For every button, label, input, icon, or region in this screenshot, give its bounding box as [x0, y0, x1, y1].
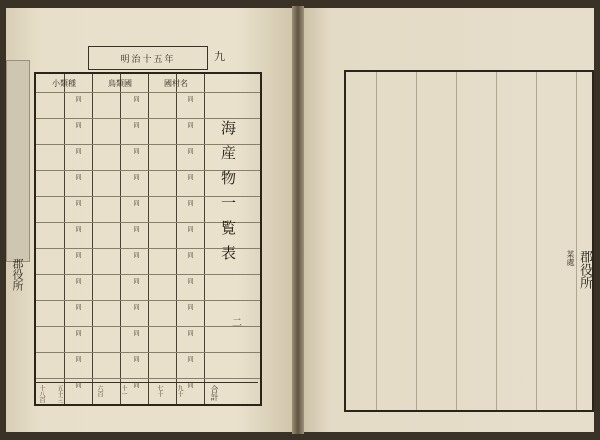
table-title: 海産物一覧表: [219, 120, 237, 270]
table-cell: 同: [132, 304, 139, 310]
total-value: 十八百: [38, 385, 45, 403]
table-column-line: [176, 74, 177, 404]
table-cell: 同: [186, 148, 193, 154]
left-margin-text: 郡役所: [11, 258, 24, 291]
table-cell: 同: [186, 174, 193, 180]
table-cell: 同: [74, 278, 81, 284]
table-cell: 同: [74, 252, 81, 258]
table-column-line: [92, 74, 93, 404]
faint-column-line: [576, 72, 577, 410]
table-cell: 同: [74, 122, 81, 128]
table-cell: 同: [132, 122, 139, 128]
table-cell: 同: [186, 278, 193, 284]
total-value: 十一: [120, 385, 127, 397]
table-cell: 同: [186, 304, 193, 310]
header-number: 九: [214, 50, 225, 63]
table-cell: 同: [186, 96, 193, 102]
table-cell: 同: [186, 200, 193, 206]
book-gutter: [292, 6, 304, 434]
table-column-line: [64, 74, 65, 404]
table-cell: 同: [74, 148, 81, 154]
table-cell: 同: [74, 304, 81, 310]
page-number: 二: [232, 318, 242, 329]
spine-tab: [6, 60, 30, 262]
table-cell: 同: [74, 330, 81, 336]
table-cell: 同: [132, 252, 139, 258]
table-cell: 同: [132, 226, 139, 232]
table-cell: 同: [186, 226, 193, 232]
table-cell: 同: [132, 382, 139, 388]
total-value: 六百: [96, 385, 103, 397]
table-cell: 同: [132, 200, 139, 206]
table-cell: 同: [132, 330, 139, 336]
table-cell: 同: [74, 200, 81, 206]
table-cell: 同: [186, 330, 193, 336]
table-cell: 同: [74, 174, 81, 180]
faint-column-line: [496, 72, 497, 410]
total-value: 七十: [156, 385, 163, 397]
table-cell: 同: [74, 382, 81, 388]
column-header: 鳥類國: [92, 74, 148, 93]
faint-column-line: [376, 72, 377, 410]
right-margin-text: 郡役所: [577, 250, 592, 289]
column-header: 小類種: [36, 74, 92, 93]
title-panel: [206, 92, 256, 392]
table-cell: 同: [132, 278, 139, 284]
table-column-line: [120, 74, 121, 404]
table-cell: 同: [132, 96, 139, 102]
right-margin-small-text: 某處: [566, 250, 575, 266]
table-cell: 同: [132, 148, 139, 154]
total-value: 五十三: [56, 385, 63, 403]
table-cell: 同: [132, 356, 139, 362]
table-column-line: [204, 74, 205, 404]
column-header: 國村名: [148, 74, 204, 93]
table-cell: 同: [74, 356, 81, 362]
total-value: 九十: [176, 385, 183, 397]
table-column-line: [148, 74, 149, 404]
table-cell: 同: [186, 122, 193, 128]
right-page-frame: [344, 70, 594, 412]
header-label: 明治十五年: [88, 46, 208, 70]
faint-column-line: [416, 72, 417, 410]
table-cell: 同: [74, 226, 81, 232]
faint-column-line: [536, 72, 537, 410]
table-cell: 同: [132, 174, 139, 180]
total-label: 合計: [210, 385, 219, 401]
faint-column-line: [456, 72, 457, 410]
table-cell: 同: [186, 252, 193, 258]
table-cell: 同: [186, 356, 193, 362]
table-cell: 同: [186, 382, 193, 388]
table-cell: 同: [74, 96, 81, 102]
